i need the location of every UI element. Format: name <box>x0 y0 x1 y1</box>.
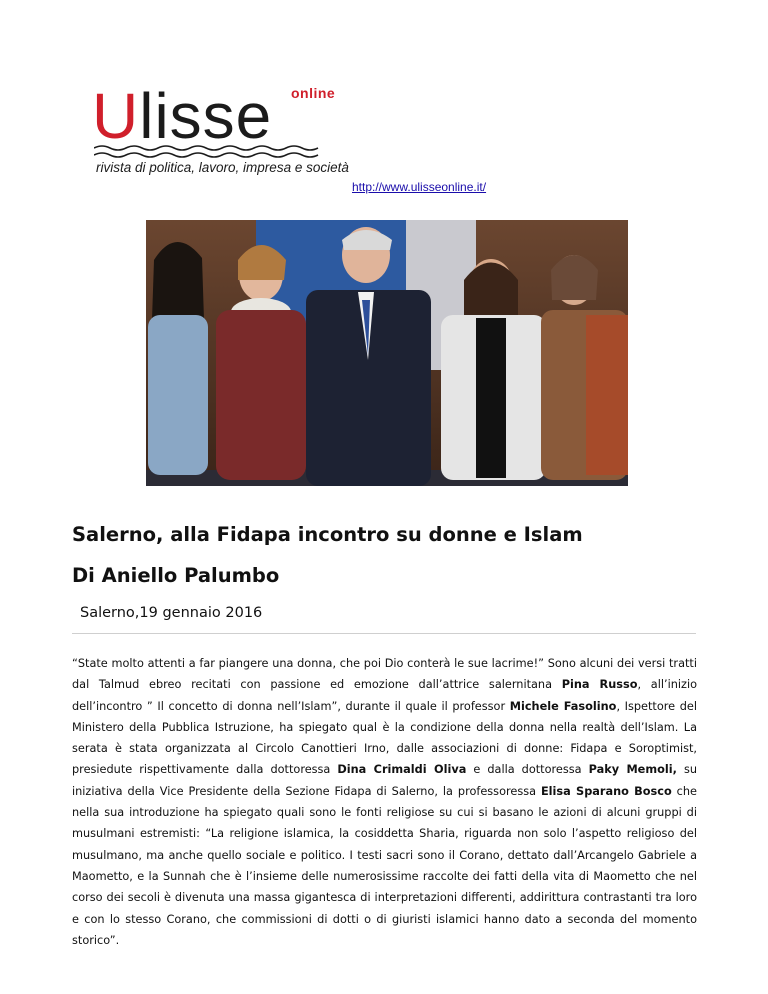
logo-tagline: rivista di politica, lavoro, impresa e società <box>96 160 349 175</box>
separator-rule <box>72 633 696 634</box>
logo-wordmark: Ulisse <box>92 80 273 152</box>
article-dateline: Salerno,19 gennaio 2016 <box>80 605 263 621</box>
group-photo-image <box>146 220 628 486</box>
name-pina-russo: Pina Russo <box>561 678 638 692</box>
logo-waves-icon <box>94 144 326 160</box>
article-title: Salerno, alla Fidapa incontro su donne e Islam <box>72 523 583 546</box>
source-url-link[interactable]: http://www.ulisseonline.it/ <box>352 180 487 194</box>
ulisse-online-logo[interactable] <box>72 62 349 190</box>
name-paky-memoli: Paky Memoli, <box>588 763 677 777</box>
article-author: Di Aniello Palumbo <box>72 564 280 587</box>
name-dina-crimaldi-oliva: Dina Crimaldi Oliva <box>337 763 467 777</box>
name-elisa-sparano-bosco: Elisa Sparano Bosco <box>540 784 672 798</box>
article-photo <box>146 220 628 486</box>
article-body: “State molto attenti a far piangere una donna, che poi Dio conterà le sue lacrime!” Sono alcuni dei versi tratti dal Talmud ebreo recitati con passione ed emozione dall’attrice salernitana Pina Russo, all’inizio dell’incontro ” Il concetto di donna nell’Islam”, durante il quale il professor Michele Fasolino, Ispettore del Ministero della Pubblica Istruzione, ha spiegato qual è la condizione della donna nella realtà dell’Islam. La serata è stata organizzata al Circolo Canottieri Irno, dalle associazioni di donne: Fidapa e Soroptimist, presiedute rispettivamente dalla dottoressa Dina Crimaldi Oliva e dalla dottoressa Paky Memoli, su iniziativa della Vice Presidente della Sezione Fidapa di Salerno, la professoressa Elisa Sparano Bosco che nella sua introduzione ha spiegato quali sono le fonti religiose su cui si basano le azioni di alcuni gruppi di musulmani estremisti: “La religione islamica, la cosiddetta Sharia, riguarda non solo l’aspetto religioso del musulmano, ma anche quello sociale e politico. I testi sacri sono il Corano, dettato dall’Arcangelo Gabriele a Maometto, e la Sunnah che è l’insieme delle numerosissime raccolte dei fatti della vita di Maometto che nel corso dei secoli è divenuta una massa gigantesca di interpretazioni differenti, addirittura contrastanti tra loro e con lo stesso Corano, che commissioni di dotti o di giuristi islamici hanno dato a seconda del momento storico”. <box>72 657 698 947</box>
name-michele-fasolino: Michele Fasolino <box>509 699 617 713</box>
logo-online-badge: online <box>291 85 336 101</box>
